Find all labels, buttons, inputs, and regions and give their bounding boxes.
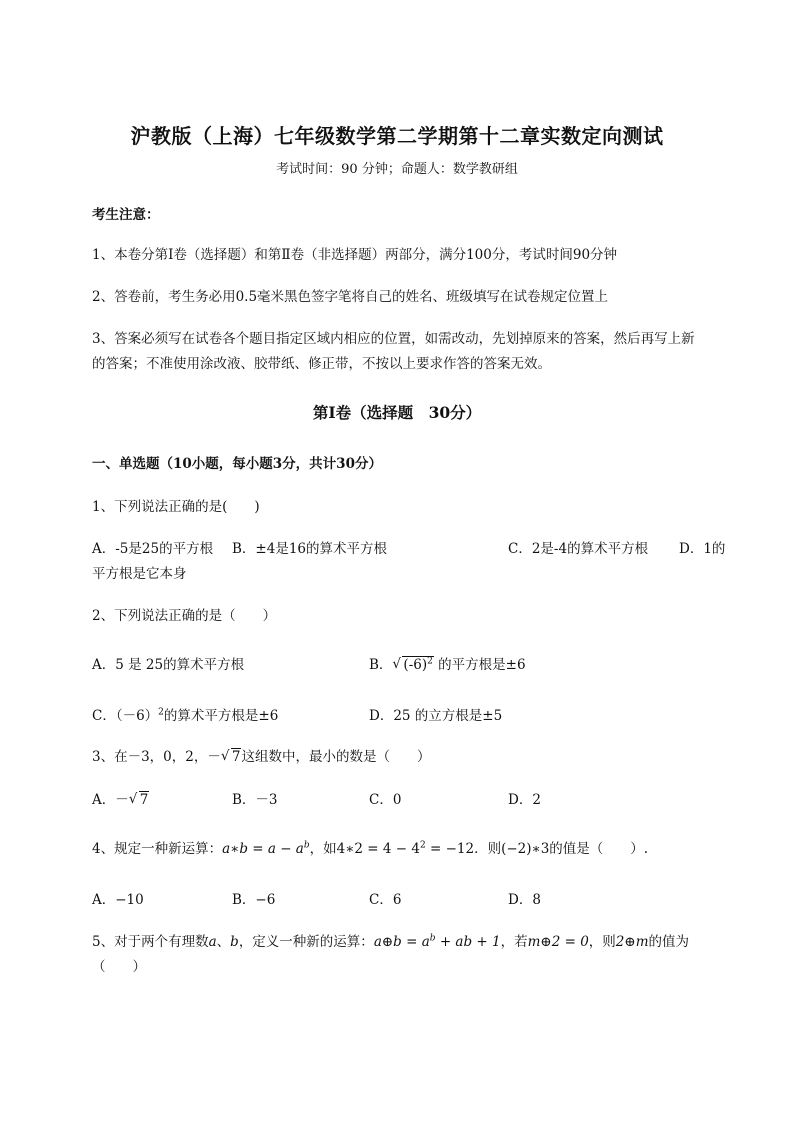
- notice-item-3: 3、答案必须写在试卷各个题目指定区域内相应的位置，如需改动，先划掉原来的答案，然后再写上新: [92, 331, 695, 347]
- q5-definition-exponent: b: [429, 933, 436, 944]
- q2-option-b-prefix: B．: [369, 657, 393, 673]
- q4-definition-exponent: b: [303, 840, 310, 851]
- q3-option-a-radicand: 7: [139, 792, 149, 808]
- q1-option-d: D．1的: [679, 541, 726, 557]
- q5-condition: m⊕2 = 0: [527, 934, 589, 950]
- q3-stem: [92, 745, 430, 765]
- q5-ask-prefix: ，则: [588, 934, 616, 950]
- q5-stem-prefix: 5、对于两个有理数: [92, 934, 209, 950]
- q4-stem-mid: ，如: [309, 841, 337, 857]
- q5-definition-tail: + ab + 1: [435, 934, 501, 950]
- q2-option-d: D．25 的立方根是±5: [369, 708, 503, 724]
- q3-option-c: C．0: [369, 792, 402, 808]
- part-heading: 一、单选题（10小题，每小题3分，共计30分）: [92, 456, 382, 472]
- q2-option-b: [369, 653, 526, 673]
- sqrt-symbol: [392, 657, 433, 673]
- q2-option-c-prefix: C．（－6）: [92, 708, 159, 724]
- q1-option-a: A．-5是25的平方根: [92, 541, 214, 557]
- q5-separator: 、: [216, 934, 231, 950]
- q4-option-c: C．6: [369, 892, 402, 908]
- q1-option-c: C．2是-4的算术平方根: [508, 541, 649, 557]
- exam-subtitle: 考试时间：90 分钟；命题人：数学教研组: [276, 162, 518, 177]
- q5-var-b: b: [230, 934, 239, 950]
- q3-option-d: D．2: [508, 792, 541, 808]
- q5-stem: [92, 930, 689, 950]
- sqrt-symbol: [129, 792, 150, 808]
- q2-option-c-suffix: 的算术平方根是±6: [163, 708, 279, 724]
- q4-ask: ．则(−2)∗3的值是（ ）.: [474, 841, 649, 857]
- q2-c-exponent: 2: [158, 707, 164, 718]
- q2-option-b-suffix: 的平方根是±6: [438, 657, 526, 673]
- q5-ask-suffix: 的值为: [648, 934, 689, 950]
- notice-item-3-cont: 的答案；不准使用涂改液、胶带纸、修正带，不按以上要求作答的答案无效。: [92, 356, 551, 372]
- q3-stem-suffix: 这组数中，最小的数是（ ）: [241, 749, 431, 765]
- q2-option-a: A．5 是 25的算术平方根: [92, 657, 245, 673]
- q3-option-a-prefix: A．－: [92, 792, 129, 808]
- q4-option-a: A．−10: [92, 892, 144, 908]
- q5-stem-mid: ，定义一种新的运算：: [238, 934, 374, 950]
- q2-stem: 2、下列说法正确的是（ ）: [92, 608, 277, 624]
- q5-definition: a⊕b = a: [373, 934, 430, 950]
- q3-option-a: [92, 788, 149, 808]
- q4-option-b: B．−6: [232, 892, 276, 908]
- exam-title: 沪教版（上海）七年级数学第二学期第十二章实数定向测试: [130, 124, 664, 148]
- q2-option-c: [92, 704, 278, 724]
- sqrt-symbol: [221, 749, 242, 765]
- q4-definition: a∗b = a − a: [222, 841, 304, 857]
- q4-example: 4∗2 = 4 − 4: [336, 841, 420, 857]
- q4-option-d: D．8: [508, 892, 541, 908]
- q1-option-d-cont: 平方根是它本身: [92, 566, 187, 582]
- q2-b-radicand: (-6): [403, 657, 428, 673]
- q5-answer-paren: （ ）: [92, 959, 146, 975]
- q4-example-tail: = −12: [425, 841, 475, 857]
- q2-b-exponent: 2: [427, 656, 433, 667]
- q5-var-a: a: [208, 934, 217, 950]
- notice-item-1: 1、本卷分第Ⅰ卷（选择题）和第Ⅱ卷（非选择题）两部分，满分100分，考试时间90分钟: [92, 247, 618, 263]
- q3-option-b: B．－3: [232, 792, 278, 808]
- q3-stem-prefix: 3、在－3，0，2，－: [92, 749, 221, 765]
- q5-condition-prefix: ，若: [500, 934, 528, 950]
- notice-item-2: 2、答卷前，考生务必用0.5毫米黑色签字笔将自己的姓名、班级填写在试卷规定位置上: [92, 289, 609, 305]
- notice-heading: 考生注意：: [92, 207, 160, 223]
- q1-option-b: B．±4是16的算术平方根: [232, 541, 387, 557]
- q5-ask-expression: 2⊕m: [615, 934, 649, 950]
- q3-stem-radicand: 7: [231, 749, 241, 765]
- q4-stem: [92, 837, 648, 857]
- q4-stem-prefix: 4、规定一种新运算：: [92, 841, 223, 857]
- q4-example-exponent: 2: [419, 840, 426, 851]
- section-title: 第Ⅰ卷（选择题 30分）: [312, 403, 482, 422]
- q1-stem: 1、下列说法正确的是( ): [92, 499, 260, 515]
